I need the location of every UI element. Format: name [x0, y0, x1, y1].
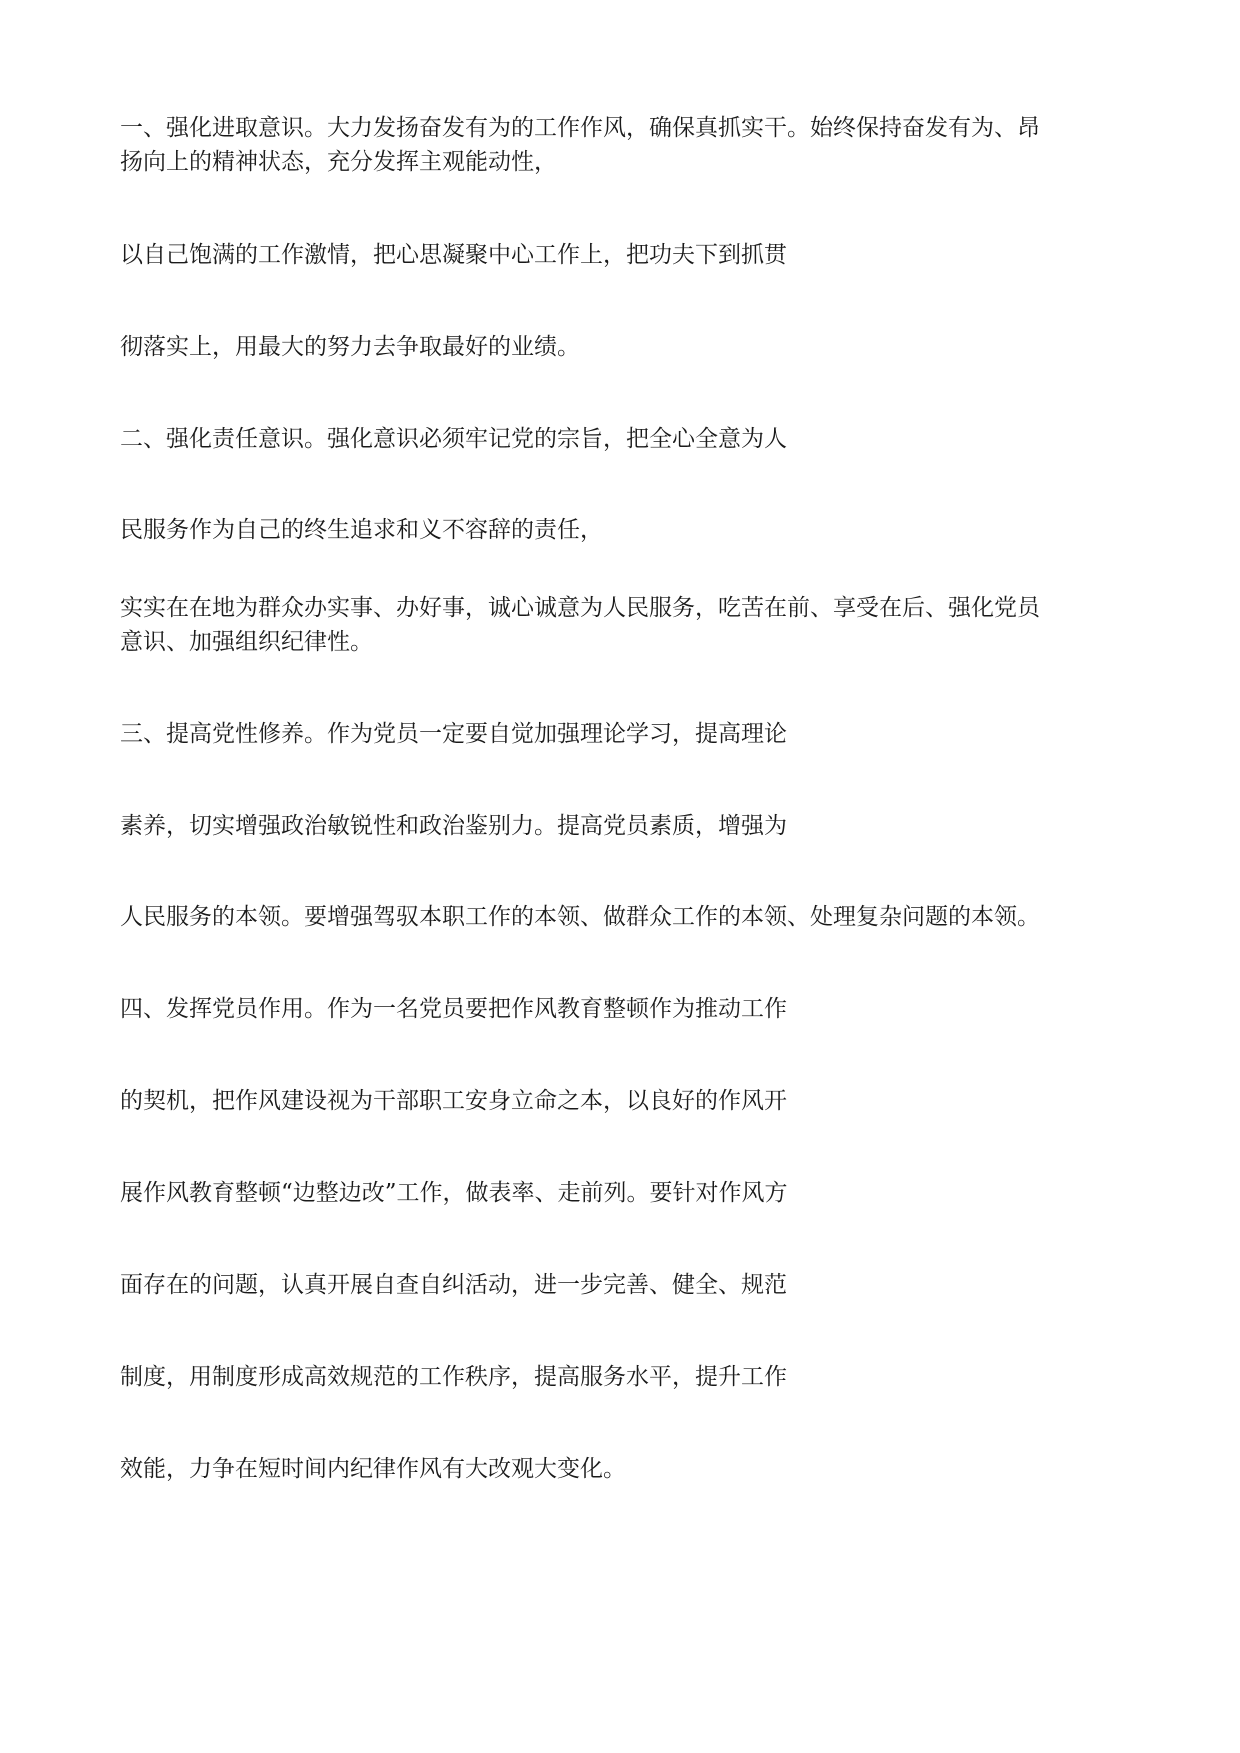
text-line: 制度，用制度形成高效规范的工作秩序，提高服务水平，提升工作 [120, 1364, 787, 1390]
text-line: 彻落实上，用最大的努力去争取最好的业绩。 [120, 334, 580, 360]
text-line: 二、强化责任意识。强化意识必须牢记党的宗旨，把全心全意为人 [120, 426, 787, 452]
text-line: 面存在的问题，认真开展自查自纠活动，进一步完善、健全、规范 [120, 1272, 787, 1298]
text-line: 一、强化进取意识。大力发扬奋发有为的工作作风，确保真抓实干。始终保持奋发有为、昂 [120, 115, 1040, 141]
text-line: 展作风教育整顿“边整边改”工作，做表率、走前列。要针对作风方 [120, 1180, 788, 1206]
paragraph-2 [120, 591, 1040, 659]
text-line: 效能，力争在短时间内纪律作风有大改观大变化。 [120, 1456, 626, 1482]
text-line: 实实在在地为群众办实事、办好事，诚心诚意为人民服务，吃苦在前、享受在后、强化党员 [120, 595, 1040, 621]
text-line: 素养，切实增强政治敏锐性和政治鉴别力。提高党员素质，增强为 [120, 813, 787, 839]
text-line: 民服务作为自己的终生追求和义不容辞的责任， [120, 517, 603, 543]
text-line: 意识、加强组织纪律性。 [120, 629, 373, 655]
text-line: 三、提高党性修养。作为党员一定要自觉加强理论学习，提高理论 [120, 721, 787, 747]
text-line: 四、发挥党员作用。作为一名党员要把作风教育整顿作为推动工作 [120, 996, 787, 1022]
text-line: 的契机，把作风建设视为干部职工安身立命之本，以良好的作风开 [120, 1088, 787, 1114]
text-line: 扬向上的精神状态，充分发挥主观能动性， [120, 149, 557, 175]
paragraph-1 [120, 111, 1040, 179]
text-line: 以自己饱满的工作激情，把心思凝聚中心工作上，把功夫下到抓贯 [120, 242, 787, 268]
text-line: 人民服务的本领。要增强驾驭本职工作的本领、做群众工作的本领、处理复杂问题的本领。 [120, 904, 1040, 930]
